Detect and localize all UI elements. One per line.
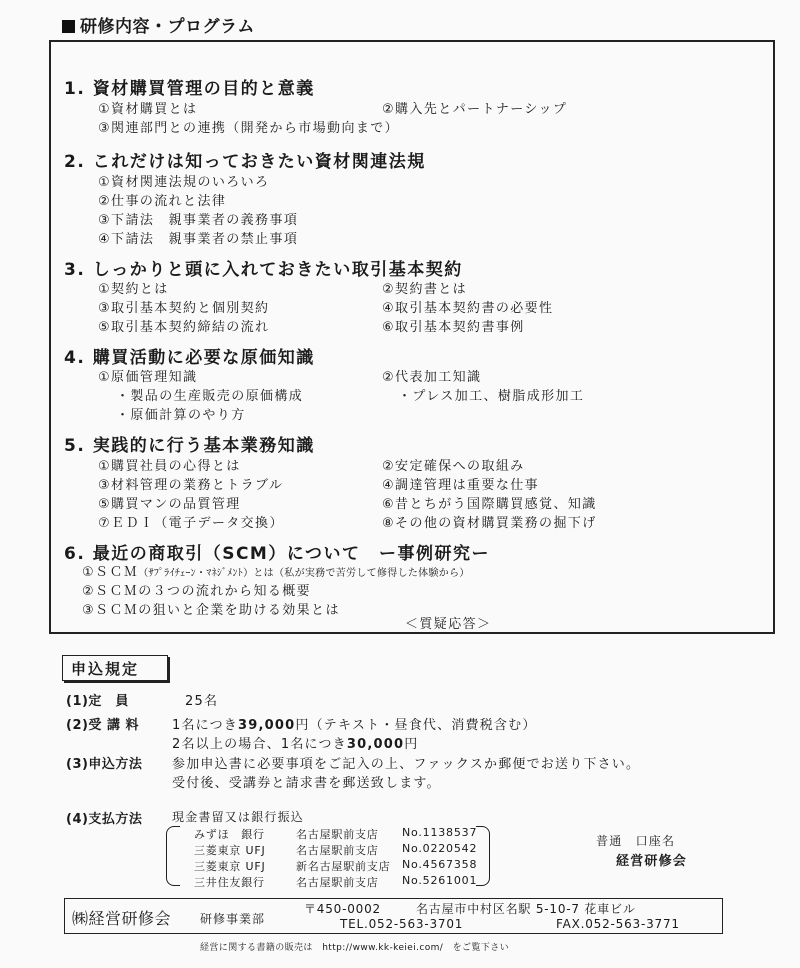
- section-2-item-3: ③下請法 親事業者の義務事項: [98, 213, 299, 228]
- section-2-item-1: ①資材関連法規のいろいろ: [98, 175, 270, 190]
- section-1-item-3: ③関連部門との連携（開発から市場動向まで）: [98, 121, 400, 136]
- section-6-item-1: [82, 561, 470, 580]
- fee-line-1-b: 円（テキスト・昼食代、消費税含む）: [295, 718, 537, 733]
- section-3-item-3: ③取引基本契約と個別契約: [98, 301, 270, 316]
- footer-book-note: 経営に関する書籍の販売は http://www.kk-keiei.com/ をご覧下さい: [200, 943, 510, 953]
- payment-intro: 現金書留又は銀行振込: [172, 810, 305, 824]
- section-5-item-8: ⑧その他の資材購買業務の掘下げ: [382, 516, 597, 531]
- payment-label: (4)支払方法: [66, 812, 143, 827]
- registration-title: 申込規定: [71, 660, 140, 678]
- fee-line-2-a: 2名以上の場合、1名につき: [172, 737, 347, 752]
- footer-address: 名古屋市中村区名駅 5-10-7 花車ビル: [416, 902, 636, 916]
- section-3-item-2: ②契約書とは: [382, 282, 468, 297]
- fee-line-1-a: 1名につき: [172, 718, 239, 733]
- bank-row-4-account: No.5261001: [402, 874, 478, 887]
- section-5-item-4: ④調達管理は重要な仕事: [382, 478, 540, 493]
- section-3-item-4: ④取引基本契約書の必要性: [382, 301, 554, 316]
- section-5-item-1: ①購買社員の心得とは: [98, 459, 241, 474]
- bank-row-1-account: No.1138537: [402, 826, 478, 839]
- section-1-title: 1. 資材購買管理の目的と意義: [64, 79, 315, 99]
- section-4-item-1: ①原価管理知識: [98, 370, 198, 385]
- section-2-title: 2. これだけは知っておきたい資材関連法規: [64, 152, 426, 172]
- section-4-subitem-3: ・プレス加工、樹脂成形加工: [398, 389, 585, 404]
- section-5-item-6: ⑥昔とちがう国際購買感覚、知識: [382, 497, 597, 512]
- section-2-item-2: ②仕事の流れと法律: [98, 194, 227, 209]
- fee-line-2-b: 円: [404, 737, 419, 752]
- section-1-item-1: ①資材購買とは: [98, 102, 198, 117]
- fee-line-1-amount: 39,000: [238, 718, 296, 733]
- section-5-item-3: ③材料管理の業務とトラブル: [98, 478, 284, 493]
- footer-company: ㈱経営研修会: [72, 909, 172, 928]
- bank-row-1-bank: みずほ 銀行: [194, 828, 265, 841]
- bank-row-2-bank: 三菱東京 UFJ: [194, 844, 266, 857]
- fee-line-2: [172, 733, 418, 752]
- bank-row-1-branch: 名古屋駅前支店: [296, 828, 379, 841]
- section-3-title: 3. しっかりと頭に入れておきたい取引基本契約: [64, 260, 463, 280]
- section-2-item-4: ④下請法 親事業者の禁止事項: [98, 232, 299, 247]
- page-title: [62, 12, 255, 37]
- account-name: 経営研修会: [616, 854, 688, 869]
- method-label: (3)申込方法: [66, 757, 143, 772]
- bank-row-2-branch: 名古屋駅前支店: [296, 844, 379, 857]
- bank-row-3-branch: 新名古屋駅前支店: [296, 860, 391, 873]
- section-3-item-1: ①契約とは: [98, 282, 169, 297]
- section-5-item-5: ⑤購買マンの品質管理: [98, 497, 241, 512]
- section-4-item-2: ②代表加工知識: [382, 370, 482, 385]
- fee-label: (2)受 講 料: [66, 718, 139, 733]
- section-3-item-6: ⑥取引基本契約書事例: [382, 320, 525, 335]
- square-bullet-icon: [62, 20, 75, 33]
- footer-fax: FAX.052-563-3771: [556, 917, 680, 931]
- bank-list-bracket-right: [476, 826, 490, 886]
- section-6-item-2: ②ＳＣＭの３つの流れから知る概要: [82, 584, 312, 599]
- section-6-item-3: ③ＳＣＭの狙いと企業を助ける効果とは: [82, 603, 340, 618]
- capacity-label: (1)定 員: [66, 694, 129, 709]
- fee-line-2-amount: 30,000: [346, 737, 405, 752]
- section-6-item-1-text: ①ＳＣＭ: [82, 565, 139, 580]
- section-1-item-2: ②購入先とパートナーシップ: [382, 102, 568, 117]
- method-line-2: 受付後、受講券と請求書を郵送致します。: [172, 776, 441, 791]
- section-4-subitem-2: ・原価計算のやり方: [116, 408, 246, 423]
- section-3-item-5: ⑤取引基本契約締結の流れ: [98, 320, 270, 335]
- bank-row-2-account: No.0220542: [402, 842, 478, 855]
- section-5-item-2: ②安定確保への取組み: [382, 459, 525, 474]
- bank-list-bracket-left: [166, 826, 180, 886]
- footer-tel: TEL.052-563-3701: [340, 917, 464, 931]
- footer-department: 研修事業部: [200, 912, 266, 926]
- scm-experience-note: （私が実務で苦労して修得した体験から）: [273, 568, 470, 579]
- section-4-title: 4. 購買活動に必要な原価知識: [64, 348, 315, 368]
- bank-row-4-branch: 名古屋駅前支店: [296, 876, 379, 889]
- section-6-title: 6. 最近の商取引（SCM）について ー事例研究ー: [64, 544, 491, 564]
- method-line-1: 参加申込書に必要事項をご記入の上、ファックスか郵便でお送り下さい。: [172, 757, 641, 772]
- scm-note: （ｻﾌﾟﾗｲﾁｪｰﾝ・ﾏﾈｼﾞﾒﾝﾄ）とは: [138, 568, 274, 579]
- section-5-title: 5. 実践的に行う基本業務知識: [64, 436, 315, 456]
- account-type: 普通 口座名: [596, 834, 676, 848]
- qa-label: ＜質疑応答＞: [405, 617, 492, 632]
- section-5-item-7: ⑦ＥＤＩ（電子データ交換）: [98, 516, 284, 531]
- capacity-value: 25名: [185, 694, 219, 709]
- footer-postal: 〒450-0002: [304, 902, 381, 916]
- bank-row-4-bank: 三井住友銀行: [194, 876, 265, 889]
- fee-line-1: [172, 714, 537, 733]
- bank-row-3-bank: 三菱東京 UFJ: [194, 860, 266, 873]
- page-title-text: 研修内容・プログラム: [80, 17, 255, 37]
- section-4-subitem-1: ・製品の生産販売の原価構成: [116, 389, 304, 404]
- bank-row-3-account: No.4567358: [402, 858, 478, 871]
